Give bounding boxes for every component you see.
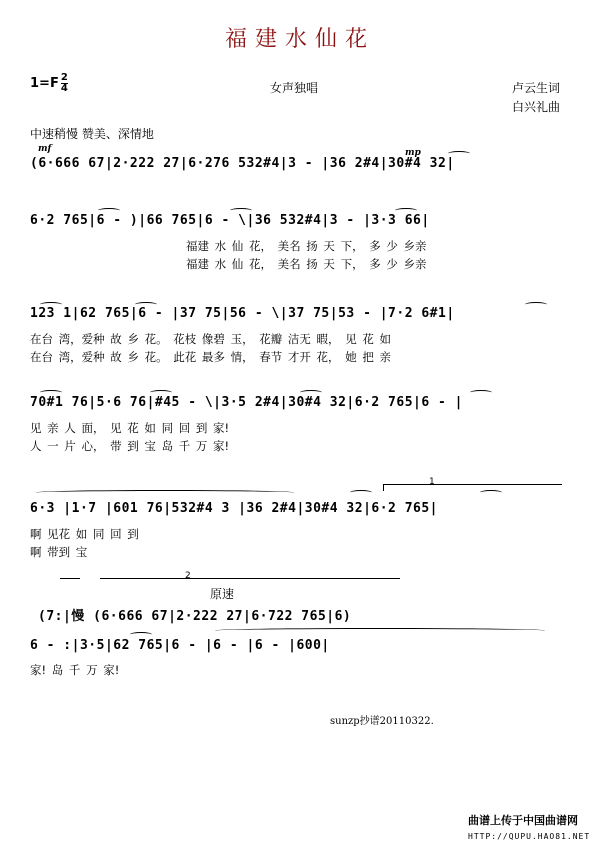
staff-line-5: 6·3 |1·7 |601 76|532#4 3 |36 2#4|30#4 32|6·2 765|: [30, 501, 439, 516]
slur: [480, 490, 502, 495]
staff-line-2: 6·2 765|6 - )|66 765|6 - \|36 532#4|3 - |3·3 66|: [30, 213, 430, 228]
slur: [130, 632, 152, 637]
composer: 白兴礼曲: [512, 100, 561, 114]
song-title: 福建水仙花: [224, 27, 375, 52]
staff-line-6: (7:|慢 (6·666 67|2·222 27|6·722 765|6): [38, 609, 352, 624]
lyricist: 卢云生词: [512, 81, 561, 95]
lyrics-verse-1: 福建 水 仙 花， 美名 扬 天 下， 多 少 乡亲: [186, 239, 427, 253]
dynamic-mp: mp: [405, 148, 421, 158]
ending-line: [60, 578, 80, 579]
tie-long: [36, 490, 294, 495]
first-ending-bracket: [383, 477, 562, 491]
lyrics-verse-1: 在台 湾，爱种 故 乡 花。 花枝 像碧 玉， 花瓣 洁无 暇， 见 花 如: [30, 332, 392, 346]
tempo-primo: 原速: [210, 587, 235, 601]
time-signature: [61, 73, 68, 94]
tie-long: [215, 628, 545, 633]
watermark-line-2: HTTP://QUPU.HAO81.NET: [468, 832, 591, 841]
key-signature: [30, 73, 68, 94]
second-ending-bracket: [100, 571, 400, 585]
lyrics-verse-1: 家! 岛 千 万 家!: [30, 663, 120, 677]
staff-line-3: 123 1|62 765|6 - |37 75|56 - \|37 75|53 - |7·2 6#1|: [30, 306, 455, 321]
dynamic-mf: mf: [38, 144, 52, 154]
watermark-line-1: 曲谱上传于中国曲谱网: [468, 814, 578, 827]
lyrics-verse-2: 在台 湾，爱种 故 乡 花。 此花 最多 情， 春节 才开 花， 她 把 亲: [30, 350, 392, 364]
lyrics-verse-1: 见 亲 人 面， 见 花 如 同 回 到 家!: [30, 421, 230, 435]
transcriber-note: sunzp抄谱20110322.: [330, 716, 434, 727]
lyrics-verse-2: 人 一 片 心， 带 到 宝 岛 千 万 家!: [30, 439, 230, 453]
staff-line-7: 6 - :|3·5|62 765|6 - |6 - |6 - |600|: [30, 638, 330, 653]
staff-line-1: (6·666 67|2·222 27|6·276 532#4|3 - |36 2#4|30#4 32|: [30, 156, 455, 171]
tempo-marking: 中速稍慢 赞美、深情地: [30, 127, 154, 141]
volta-number: 2: [185, 571, 191, 581]
lyrics-verse-1: 啊 见花 如 同 回 到: [30, 527, 139, 541]
time-bottom: 4: [60, 83, 68, 94]
lyrics-verse-2: 啊 带到 宝: [30, 545, 88, 559]
performance-note: 女声独唱: [270, 81, 319, 95]
staff-line-4: 70#1 76|5·6 76|#45 - \|3·5 2#4|30#4 32|6·2 765|6 - |: [30, 395, 463, 410]
lyrics-verse-2: 福建 水 仙 花， 美名 扬 天 下， 多 少 乡亲: [186, 257, 427, 271]
key-label: 1=F: [30, 76, 59, 91]
slur: [470, 390, 492, 395]
slur: [525, 302, 547, 307]
volta-number: 1: [429, 477, 435, 487]
slur: [350, 490, 372, 495]
time-top: 2: [60, 72, 68, 83]
